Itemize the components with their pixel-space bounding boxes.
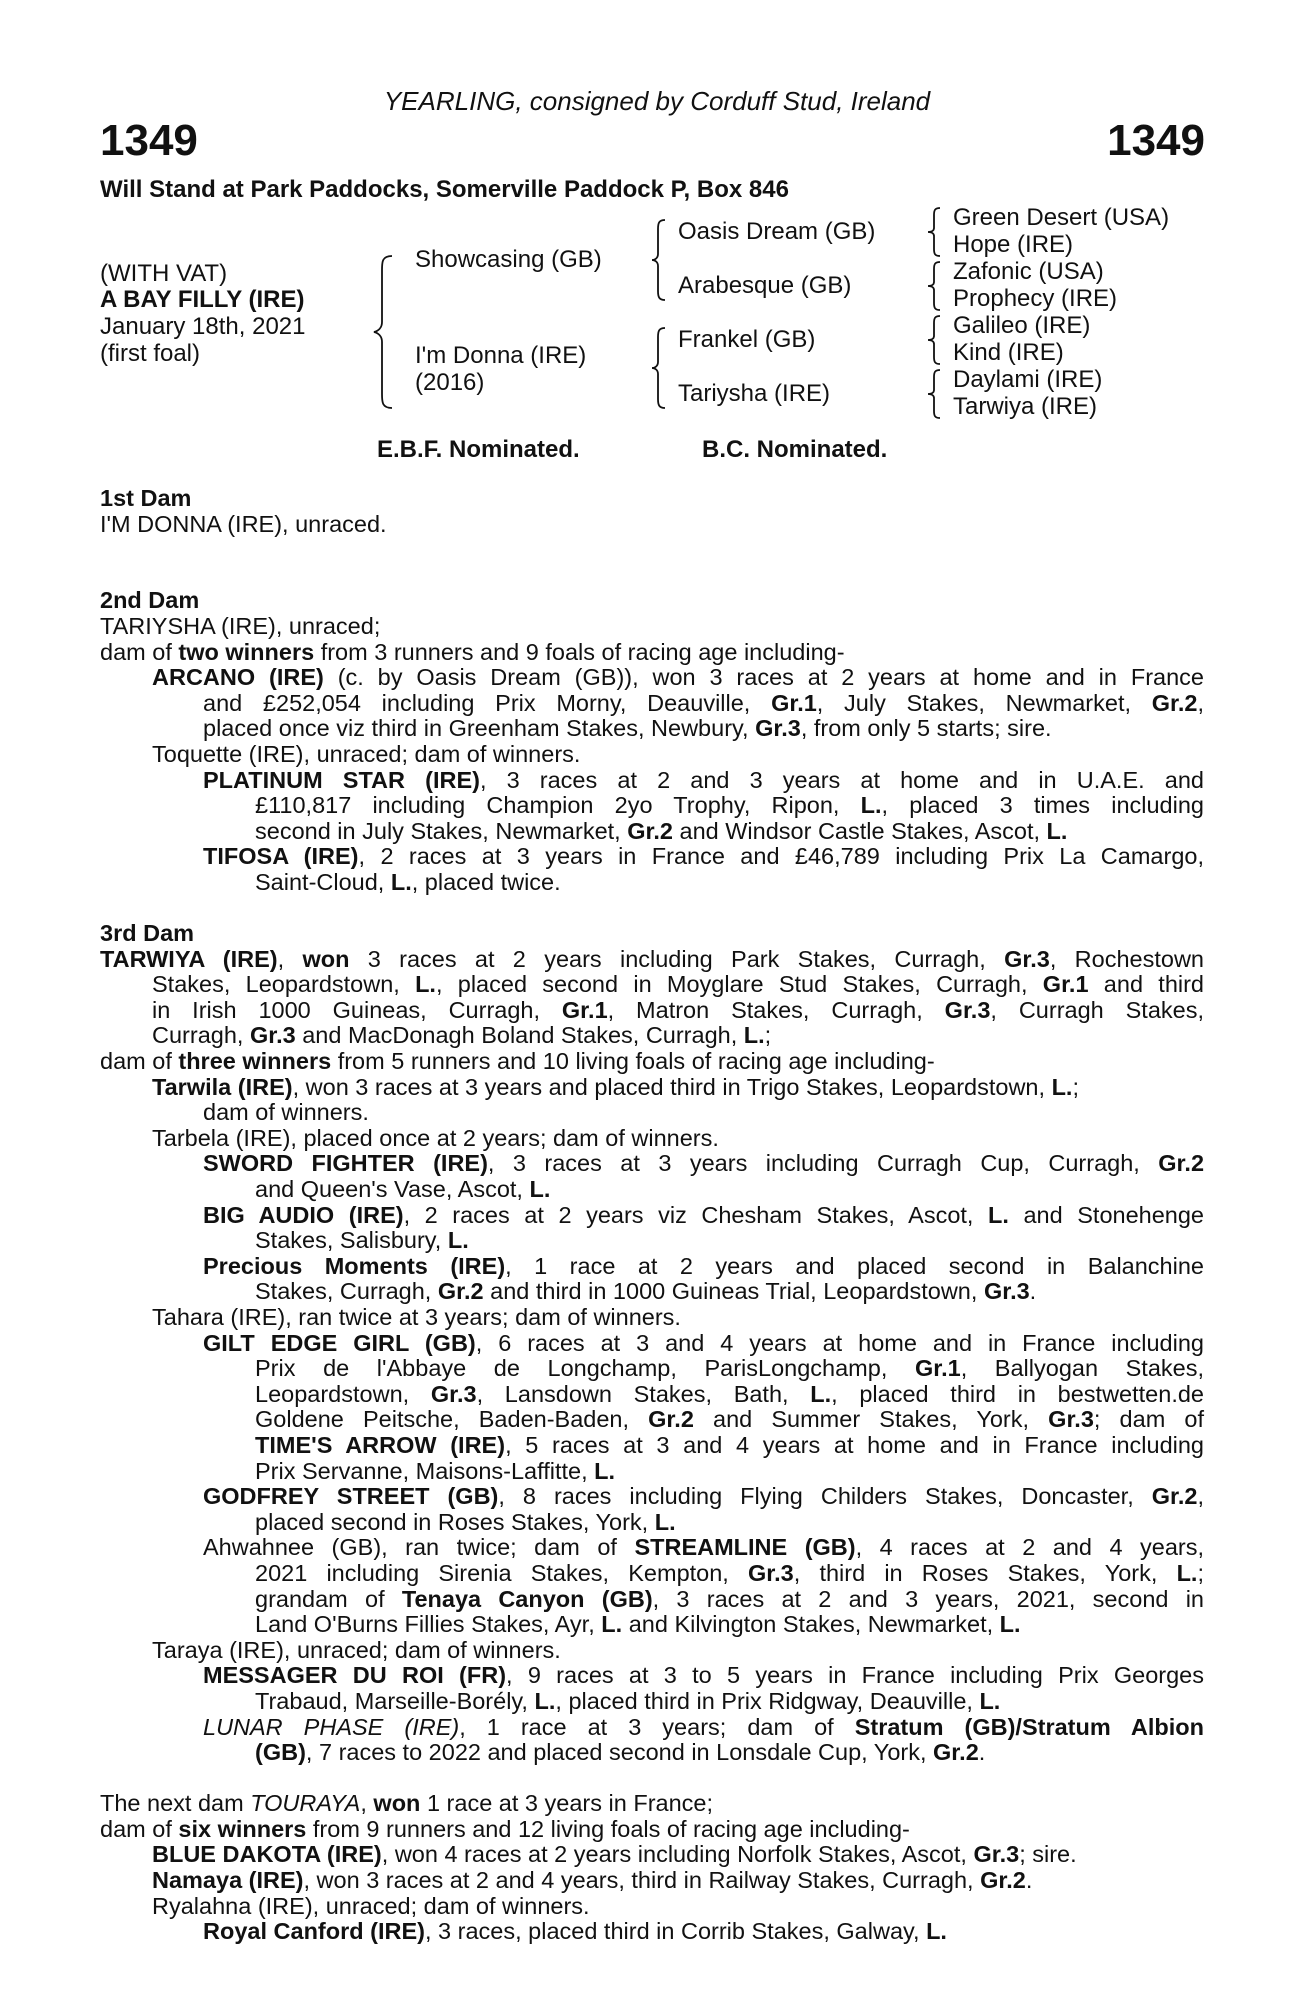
progeny-entry: ARCANO (IRE) (c. by Oasis Dream (GB)), won 3 races at 2 years at home and in France <box>152 664 1204 691</box>
progeny-entry: Stakes, Curragh, Gr.2 and third in 1000 Guineas Trial, Leopardstown, Gr.3. <box>255 1278 1037 1305</box>
vat-note: (WITH VAT) <box>100 260 228 287</box>
dam-line: Stakes, Leopardstown, L., placed second in Moyglare Stud Stakes, Curragh, Gr.1 and third <box>152 971 1204 998</box>
progeny-entry: Stakes, Salisbury, L. <box>255 1227 469 1254</box>
grandparent-7: Daylami (IRE) <box>953 366 1103 393</box>
dam-line: Curragh, Gr.3 and MacDonagh Boland Stakes, Curragh, L.; <box>152 1022 772 1049</box>
progeny-entry: TIME'S ARROW (IRE), 5 races at 3 and 4 years at home and in France including <box>255 1431 1204 1458</box>
progeny-entry: Prix de l'Abbaye de Longchamp, ParisLongchamp, Gr.1, Ballyogan Stakes, <box>255 1355 1204 1382</box>
sire-sire: Oasis Dream (GB) <box>678 218 876 245</box>
sire-dam: Arabesque (GB) <box>678 272 852 299</box>
next-dam-section <box>100 1791 1204 1945</box>
section-heading: 3rd Dam <box>100 920 195 947</box>
consignor-line: YEARLING, consigned by Corduff Stud, Ireland <box>383 86 931 116</box>
progeny-entry: and £252,054 including Prix Morny, Deauville, Gr.1, July Stakes, Newmarket, Gr.2, <box>203 689 1204 716</box>
bracket-g4 <box>926 368 944 420</box>
progeny-entry: Trabaud, Marseille-Borély, L., placed third in Prix Ridgway, Deauville, L. <box>255 1687 1001 1714</box>
bc-nominated: B.C. Nominated. <box>702 436 888 463</box>
grandparent-5: Galileo (IRE) <box>953 312 1091 339</box>
dam-dam: Tariysha (IRE) <box>678 380 831 407</box>
catalogue-body <box>100 486 1204 1945</box>
stand-location: Will Stand at Park Paddocks, Somerville Paddock P, Box 846 <box>100 176 789 203</box>
progeny-entry: grandam of Tenaya Canyon (GB), 3 races at 2 and 3 years, 2021, second in <box>255 1585 1204 1612</box>
progeny-entry: placed once viz third in Greenham Stakes, Newbury, Gr.3, from only 5 starts; sire. <box>203 715 1052 742</box>
second-dam-section <box>100 588 1204 895</box>
grandparent-1: Green Desert (USA) <box>953 204 1170 231</box>
progeny-entry: SWORD FIGHTER (IRE), 3 races at 3 years including Curragh Cup, Curragh, Gr.2 <box>203 1150 1205 1177</box>
dam-name: I'm Donna (IRE) <box>415 342 587 369</box>
progeny-entry: Tahara (IRE), ran twice at 3 years; dam of winners. <box>152 1304 681 1330</box>
dam-line: I'M DONNA (IRE), unraced. <box>100 510 387 537</box>
progeny-entry: Leopardstown, Gr.3, Lansdown Stakes, Bath, L., placed third in bestwetten.de <box>255 1380 1204 1407</box>
dam-line: The next dam TOURAYA, won 1 race at 3 years in France; <box>100 1790 714 1817</box>
grandparent-2: Hope (IRE) <box>953 231 1074 258</box>
bracket-g2 <box>926 260 944 312</box>
progeny-entry: Toquette (IRE), unraced; dam of winners. <box>152 740 581 767</box>
grandparent-8: Tarwiya (IRE) <box>953 393 1098 420</box>
grandparent-6: Kind (IRE) <box>953 339 1064 366</box>
progeny-entry: Royal Canford (IRE), 3 races, placed third in Corrib Stakes, Galway, L. <box>203 1918 947 1945</box>
dam-of-line: dam of three winners from 5 runners and 10 living foals of racing age including- <box>100 1048 935 1075</box>
lot-number-right: 1349 <box>1107 116 1205 165</box>
dam-year: (2016) <box>415 369 485 396</box>
progeny-entry: 2021 including Sirenia Stakes, Kempton, Gr.3, third in Roses Stakes, York, L.; <box>255 1559 1204 1586</box>
dam-line: TARWIYA (IRE), won 3 races at 2 years including Park Stakes, Curragh, Gr.3, Rochestown <box>100 945 1204 972</box>
dam-of-line: dam of six winners from 9 runners and 12 living foals of racing age including- <box>100 1815 910 1842</box>
section-heading: 1st Dam <box>100 485 192 511</box>
progeny-entry: Ahwahnee (GB), ran twice; dam of STREAMLINE (GB), 4 races at 2 and 4 years, <box>203 1534 1204 1561</box>
progeny-entry: placed second in Roses Stakes, York, L. <box>255 1508 676 1535</box>
progeny-entry: PLATINUM STAR (IRE), 3 races at 2 and 3 years at home and in U.A.E. and <box>203 766 1204 793</box>
progeny-entry: Prix Servanne, Maisons-Laffitte, L. <box>255 1457 616 1484</box>
progeny-entry: Tarbela (IRE), placed once at 2 years; dam of winners. <box>152 1124 719 1151</box>
first-dam-section <box>100 486 1204 537</box>
lot-dob: January 18th, 2021 <box>100 313 306 340</box>
progeny-entry: LUNAR PHASE (IRE), 1 race at 3 years; dam of Stratum (GB)/Stratum Albion <box>203 1713 1204 1740</box>
progeny-entry: GILT EDGE GIRL (GB), 6 races at 3 and 4 years at home and in France including <box>203 1329 1204 1356</box>
progeny-entry: Namaya (IRE), won 3 races at 2 and 4 years, third in Railway Stakes, Curragh, Gr.2. <box>152 1867 1033 1894</box>
progeny-entry: second in July Stakes, Newmarket, Gr.2 and Windsor Castle Stakes, Ascot, L. <box>255 817 1068 844</box>
bracket-parents <box>372 254 396 410</box>
progeny-entry: (GB), 7 races to 2022 and placed second in Lonsdale Cup, York, Gr.2. <box>255 1739 986 1766</box>
progeny-entry: TIFOSA (IRE), 2 races at 3 years in France and £46,789 including Prix La Camargo, <box>203 843 1204 870</box>
third-dam-section <box>100 921 1204 1766</box>
progeny-entry: dam of winners. <box>203 1099 369 1126</box>
progeny-entry: Ryalahna (IRE), unraced; dam of winners. <box>152 1892 590 1919</box>
progeny-entry: Goldene Peitsche, Baden-Baden, Gr.2 and Summer Stakes, York, Gr.3; dam of <box>255 1406 1205 1433</box>
progeny-entry: MESSAGER DU ROI (FR), 9 races at 3 to 5 years in France including Prix Georges <box>203 1662 1205 1689</box>
grandparent-3: Zafonic (USA) <box>953 258 1104 285</box>
dam-of-line: dam of two winners from 3 runners and 9 foals of racing age including- <box>100 638 845 665</box>
lot-name: A BAY FILLY (IRE) <box>100 286 305 313</box>
progeny-entry: GODFREY STREET (GB), 8 races including Flying Childers Stakes, Doncaster, Gr.2, <box>203 1483 1204 1510</box>
progeny-entry: Precious Moments (IRE), 1 race at 2 years and placed second in Balanchine <box>203 1252 1204 1279</box>
progeny-entry: Taraya (IRE), unraced; dam of winners. <box>152 1636 561 1663</box>
ebf-nominated: E.B.F. Nominated. <box>377 436 580 463</box>
progeny-entry: Land O'Burns Fillies Stakes, Ayr, L. and Kilvington Stakes, Newmarket, L. <box>255 1611 1021 1638</box>
bracket-sire-line <box>650 218 668 302</box>
bracket-g3 <box>926 314 944 366</box>
lot-number-left: 1349 <box>100 116 198 165</box>
progeny-entry: Tarwila (IRE), won 3 races at 3 years and placed third in Trigo Stakes, Leopardstown, L.; <box>152 1073 1079 1100</box>
dam-line: in Irish 1000 Guineas, Curragh, Gr.1, Matron Stakes, Curragh, Gr.3, Curragh Stakes, <box>152 996 1204 1023</box>
progeny-entry: £110,817 including Champion 2yo Trophy, Ripon, L., placed 3 times including <box>255 792 1204 819</box>
progeny-entry: and Queen's Vase, Ascot, L. <box>255 1176 551 1203</box>
sire-name: Showcasing (GB) <box>415 246 602 273</box>
progeny-entry: BLUE DAKOTA (IRE), won 4 races at 2 years including Norfolk Stakes, Ascot, Gr.3; sire. <box>152 1841 1077 1868</box>
foal-note: (first foal) <box>100 340 201 367</box>
bracket-dam-line <box>650 326 668 410</box>
progeny-entry: Saint-Cloud, L., placed twice. <box>255 868 561 895</box>
dam-line: TARIYSHA (IRE), unraced; <box>100 612 381 639</box>
progeny-entry: BIG AUDIO (IRE), 2 races at 2 years viz Chesham Stakes, Ascot, L. and Stonehenge <box>203 1201 1205 1228</box>
dam-sire: Frankel (GB) <box>678 326 816 353</box>
grandparent-4: Prophecy (IRE) <box>953 285 1118 312</box>
section-heading: 2nd Dam <box>100 587 200 614</box>
bracket-g1 <box>926 206 944 258</box>
